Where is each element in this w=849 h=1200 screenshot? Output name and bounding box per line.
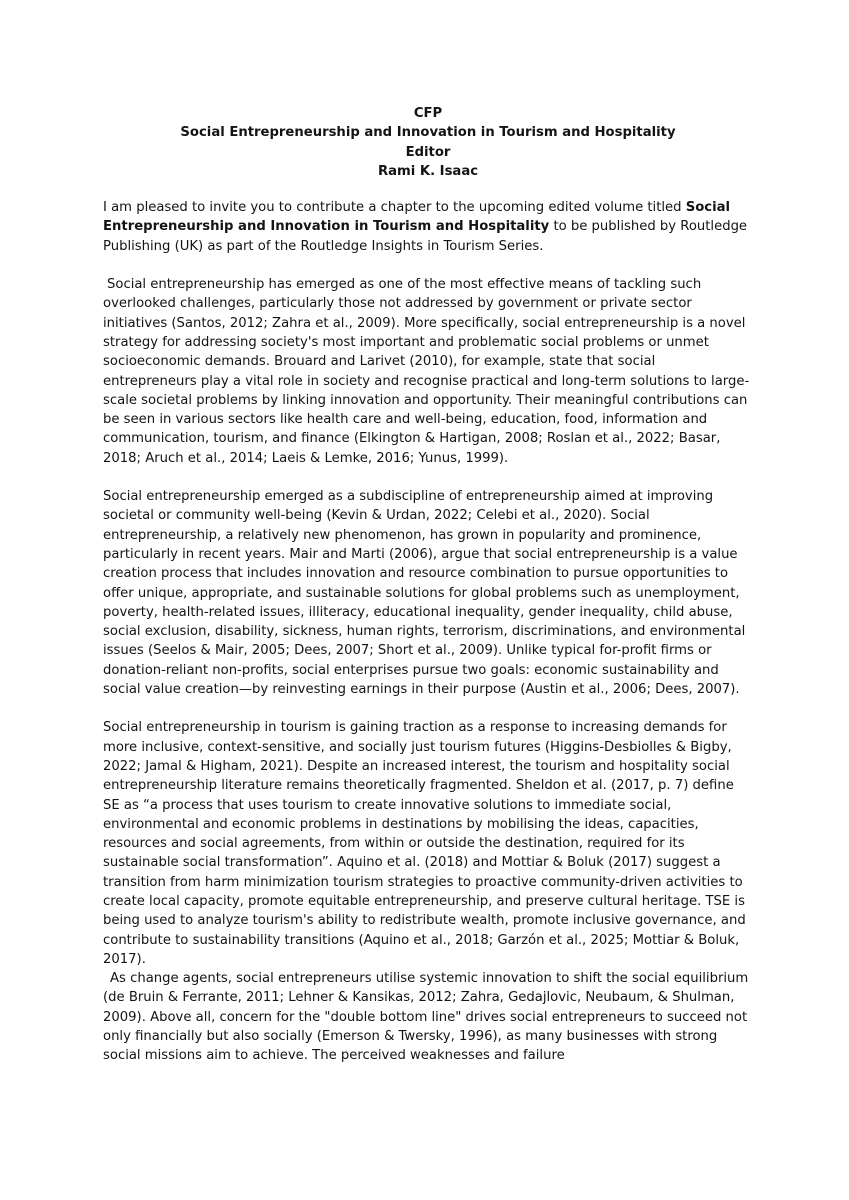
document-page (103, 104, 753, 1066)
document-header (103, 104, 753, 181)
intro-text-before: I am pleased to invite you to contribute a chapter to the upcoming edited volume titled (103, 200, 686, 216)
intro-paragraph (103, 198, 753, 256)
header-editor-label: Editor (405, 144, 451, 160)
paragraph-2: Social entrepreneurship emerged as a subdiscipline of entrepreneurship aimed at improving societal or community well-being (Kevin & Urdan, 2022; Celebi et al., 2020). Social entrepreneurship, a relatively new phenomenon, has grown in popularity and prominence, particularly in recent years. Mair and Marti (2006), argue that social entrepreneurship is a value creation process that includes innovation and resource combination to pursue opportunities to offer unique, appropriate, and sustainable solutions for global problems such as unemployment, poverty, health-related issues, illiteracy, educational inequality, gender inequality, child abuse, social exclusion, disability, sickness, human rights, terrorism, discriminations, and environmental issues (Seelos & Mair, 2005; Dees, 2007; Short et al., 2009). Unlike typical for-profit firms or donation-reliant non-profits, social enterprises pursue two goals: economic sustainability and social value creation—by reinvesting earnings in their purpose (Austin et al., 2006; Dees, 2007). (103, 489, 746, 698)
paragraph-3: Social entrepreneurship in tourism is gaining traction as a response to increasing demands for more inclusive, context-sensitive, and socially just tourism futures (Higgins-Desbiolles & Bigby, 2022; Jamal & Higham, 2021). Despite an increased interest, the tourism and hospitality social entrepreneurship literature remains theoretically fragmented. Sheldon et al. (2017, p. 7) define SE as “a process that uses tourism to create innovative solutions to immediate social, environmental and economic problems in destinations by mobilising the ideas, capacities, resources and social agreements, from within or outside the destination, required for its sustainable social transformation”. Aquino et al. (2018) and Mottiar & Boluk (2017) suggest a transition from harm minimization tourism strategies to proactive community-driven activities to create local capacity, promote equitable entrepreneurship, and preserve cultural heritage. TSE is being used to analyze tourism's ability to redistribute wealth, promote inclusive governance, and contribute to sustainability transitions (Aquino et al., 2018; Garzón et al., 2025; Mottiar & Boluk, 2017). (103, 720, 746, 967)
header-cfp: CFP (413, 106, 443, 121)
paragraph-4: As change agents, social entrepreneurs utilise systemic innovation to shift the social equilibrium (de Bruin & Ferrante, 2011; Lehner & Kansikas, 2012; Zahra, Gedajlovic, Neubaum, & Shulman, 2009). Above all, concern for the "double bottom line" drives social entrepreneurs to succeed not only financially but also socially (Emerson & Twersky, 1996), as many businesses with strong social missions aim to achieve. The perceived weaknesses and failure (103, 971, 749, 1064)
header-editor-name: Rami K. Isaac (377, 163, 479, 179)
paragraph-1: Social entrepreneurship has emerged as one of the most effective means of tackling such overlooked challenges, particularly those not addressed by government or private sector initiatives (Santos, 2012; Zahra et al., 2009). More specifically, social entrepreneurship is a novel strategy for addressing society's most important and problematic social problems or unmet socioeconomic demands. Brouard and Larivet (2010), for example, state that social entrepreneurs play a vital role in society and recognise practical and long-term solutions to large-scale societal problems by linking innovation and opportunity. Their meaningful contributions can be seen in various sectors like health care and well-being, education, food, information and communication, tourism, and finance (Elkington & Hartigan, 2008; Roslan et al., 2022; Basar, 2018; Aruch et al., 2014; Laeis & Lemke, 2016; Yunus, 1999). (103, 277, 750, 466)
intro-volume-title: Social Entrepreneurship and Innovation in Tourism and Hospitality (103, 200, 731, 235)
intro-text-after: to be published by Routledge Publishing (UK) as part of the Routledge Insights in Tourism Series. (103, 219, 748, 254)
header-volume-title: Social Entrepreneurship and Innovation in Tourism and Hospitality (180, 125, 676, 141)
